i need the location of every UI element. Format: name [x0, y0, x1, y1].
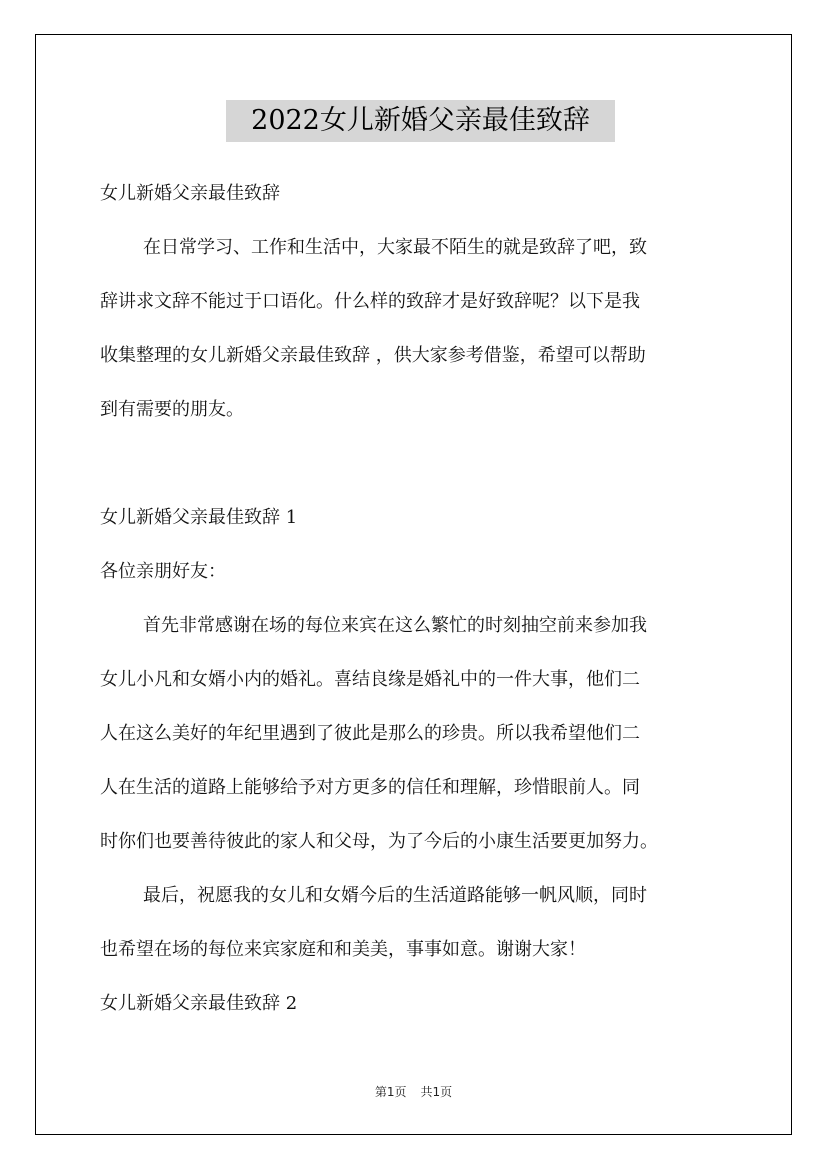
- para1-line-3: 人在这么美好的年纪里遇到了彼此是那么的珍贵。所以我希望他们二: [100, 723, 640, 744]
- page-number: 第1页: [374, 1085, 407, 1099]
- para1-line-2: 女儿小凡和女婿小内的婚礼。喜结良缘是婚礼中的一件大事，他们二: [100, 669, 640, 690]
- page-footer: [0, 1083, 827, 1100]
- section-2-heading: 女儿新婚父亲最佳致辞 2: [100, 993, 298, 1014]
- page-total: 共1页: [420, 1085, 453, 1099]
- para1-line-1: 首先非常感谢在场的每位来宾在这么繁忙的时刻抽空前来参加我: [143, 615, 647, 636]
- section-1-heading: 女儿新婚父亲最佳致辞 1: [100, 507, 298, 528]
- para2-line-2: 也希望在场的每位来宾家庭和和美美，事事如意。谢谢大家！: [100, 939, 586, 960]
- intro-line-1: 在日常学习、工作和生活中，大家最不陌生的就是致辞了吧，致: [143, 237, 647, 258]
- intro-line-4: 到有需要的朋友。: [100, 399, 244, 420]
- intro-line-2: 辞讲求文辞不能过于口语化。什么样的致辞才是好致辞呢？以下是我: [100, 291, 640, 312]
- document-title: 2022女儿新婚父亲最佳致辞: [226, 100, 615, 142]
- intro-line-3: 收集整理的女儿新婚父亲最佳致辞 ，供大家参考借鉴，希望可以帮助: [100, 345, 646, 366]
- para1-line-5: 时你们也要善待彼此的家人和父母，为了今后的小康生活要更加努力。: [100, 831, 658, 852]
- greeting: 各位亲朋好友：: [100, 561, 226, 582]
- para1-line-4: 人在生活的道路上能够给予对方更多的信任和理解，珍惜眼前人。同: [100, 777, 640, 798]
- para2-line-1: 最后，祝愿我的女儿和女婿今后的生活道路能够一帆风顺，同时: [143, 885, 647, 906]
- subtitle: 女儿新婚父亲最佳致辞: [100, 183, 280, 204]
